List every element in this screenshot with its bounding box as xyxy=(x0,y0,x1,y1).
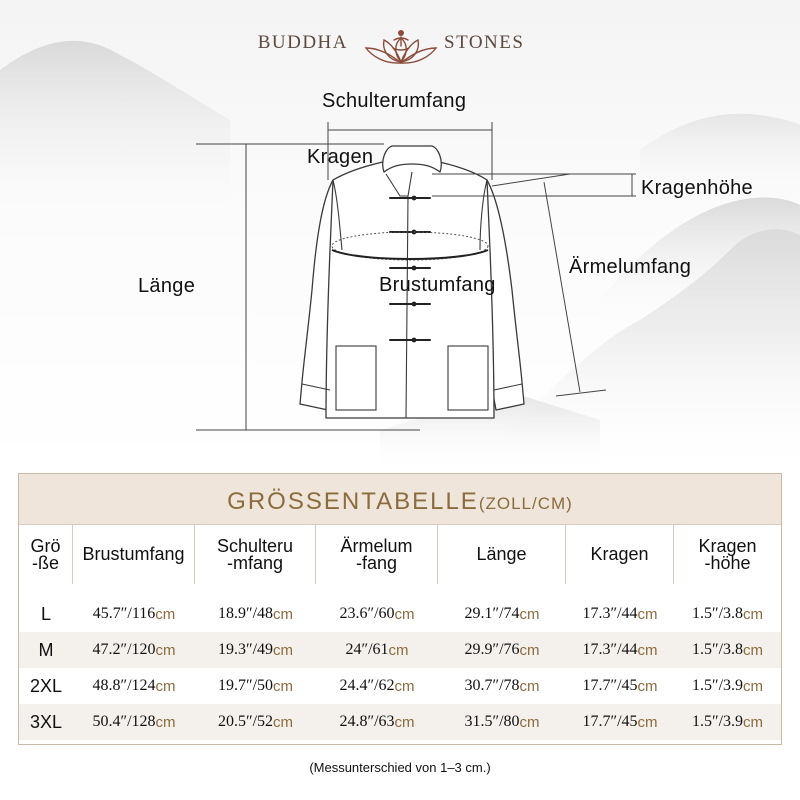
cell-chest: 45.7″/116 cm xyxy=(92,605,176,623)
cell-length: 31.5″/80 cm xyxy=(464,713,540,731)
header-collar-height xyxy=(674,525,781,584)
size-table xyxy=(18,473,782,745)
label-length: Länge xyxy=(138,275,196,297)
table-row xyxy=(19,632,781,668)
cell-collar: 17.7″/45 cm xyxy=(582,713,658,731)
header-sleeve-line2: -fang xyxy=(355,552,398,573)
cell-shoulder: 19.7″/50 cm xyxy=(217,677,294,695)
header-sleeve xyxy=(316,525,438,584)
brand-name-left: BUDDHA xyxy=(257,32,348,53)
cell-shoulder: 20.5″/52 cm xyxy=(217,713,294,731)
header-collar-height-line2: -höhe xyxy=(704,552,751,573)
size-grid xyxy=(19,524,781,740)
cell-sleeve: 23.6″/60 cm xyxy=(339,605,415,623)
cell-chest: 48.8″/124 cm xyxy=(92,677,176,695)
table-row xyxy=(19,668,781,704)
cell-collar-height: 1.5″/3.8 cm xyxy=(691,641,764,659)
header-shoulder-line1: Schulteru xyxy=(216,535,294,556)
cell-length: 29.1″/74 cm xyxy=(464,605,540,623)
cell-sleeve: 24.8″/63 cm xyxy=(339,713,415,731)
row-size: M xyxy=(38,639,54,660)
table-title-main: GRÖSSENTABELLE xyxy=(227,488,479,515)
cell-collar: 17.7″/45 cm xyxy=(582,677,658,695)
table-title xyxy=(19,474,781,524)
label-chest: Brustumfang xyxy=(379,274,496,296)
row-size: 2XL xyxy=(29,675,63,696)
label-collar: Kragen xyxy=(307,146,374,168)
cell-collar-height: 1.5″/3.9 cm xyxy=(691,713,764,731)
cell-collar: 17.3″/44 cm xyxy=(582,641,658,659)
cell-length: 30.7″/78 cm xyxy=(464,677,540,695)
row-size: L xyxy=(40,603,51,624)
label-sleeve: Ärmelumfang xyxy=(569,256,692,278)
header-collar-line1: Kragen xyxy=(590,544,649,564)
cell-collar: 17.3″/44 cm xyxy=(582,605,658,623)
cell-sleeve: 24.4″/62 cm xyxy=(339,677,415,695)
header-collar-height-line1: Kragen xyxy=(698,535,757,556)
header-length xyxy=(438,525,566,584)
measurement-note: (Messunterschied von 1–3 cm.) xyxy=(309,760,491,775)
cell-collar-height: 1.5″/3.9 cm xyxy=(691,677,764,695)
header-size-line2: -ße xyxy=(32,552,59,573)
header-shoulder-line2: -mfang xyxy=(226,552,284,573)
header-length-line1: Länge xyxy=(476,544,527,564)
header-sleeve-line1: Ärmelum xyxy=(340,535,413,556)
header-chest xyxy=(73,525,195,584)
label-collar-height: Kragenhöhe xyxy=(641,177,753,199)
table-row xyxy=(19,596,781,632)
header-shoulder xyxy=(195,525,316,584)
cell-shoulder: 19.3″/49 cm xyxy=(217,641,294,659)
table-header-row xyxy=(19,524,781,584)
header-size-line1: Grö xyxy=(30,535,61,556)
cell-shoulder: 18.9″/48 cm xyxy=(217,605,294,623)
brand-name-right: STONES xyxy=(444,32,525,53)
cell-sleeve: 24″/61 cm xyxy=(345,641,409,659)
cell-collar-height: 1.5″/3.8 cm xyxy=(691,605,764,623)
label-shoulder: Schulterumfang xyxy=(322,90,467,112)
header-size xyxy=(19,525,73,584)
table-row xyxy=(19,704,781,740)
cell-length: 29.9″/76 cm xyxy=(464,641,540,659)
cell-chest: 47.2″/120 cm xyxy=(92,641,176,659)
table-title-unit: (ZOLL/CM) xyxy=(478,494,573,513)
row-size: 3XL xyxy=(29,711,63,732)
cell-chest: 50.4″/128 cm xyxy=(92,713,176,731)
header-chest-line1: Brustumfang xyxy=(82,544,185,564)
header-collar xyxy=(566,525,674,584)
